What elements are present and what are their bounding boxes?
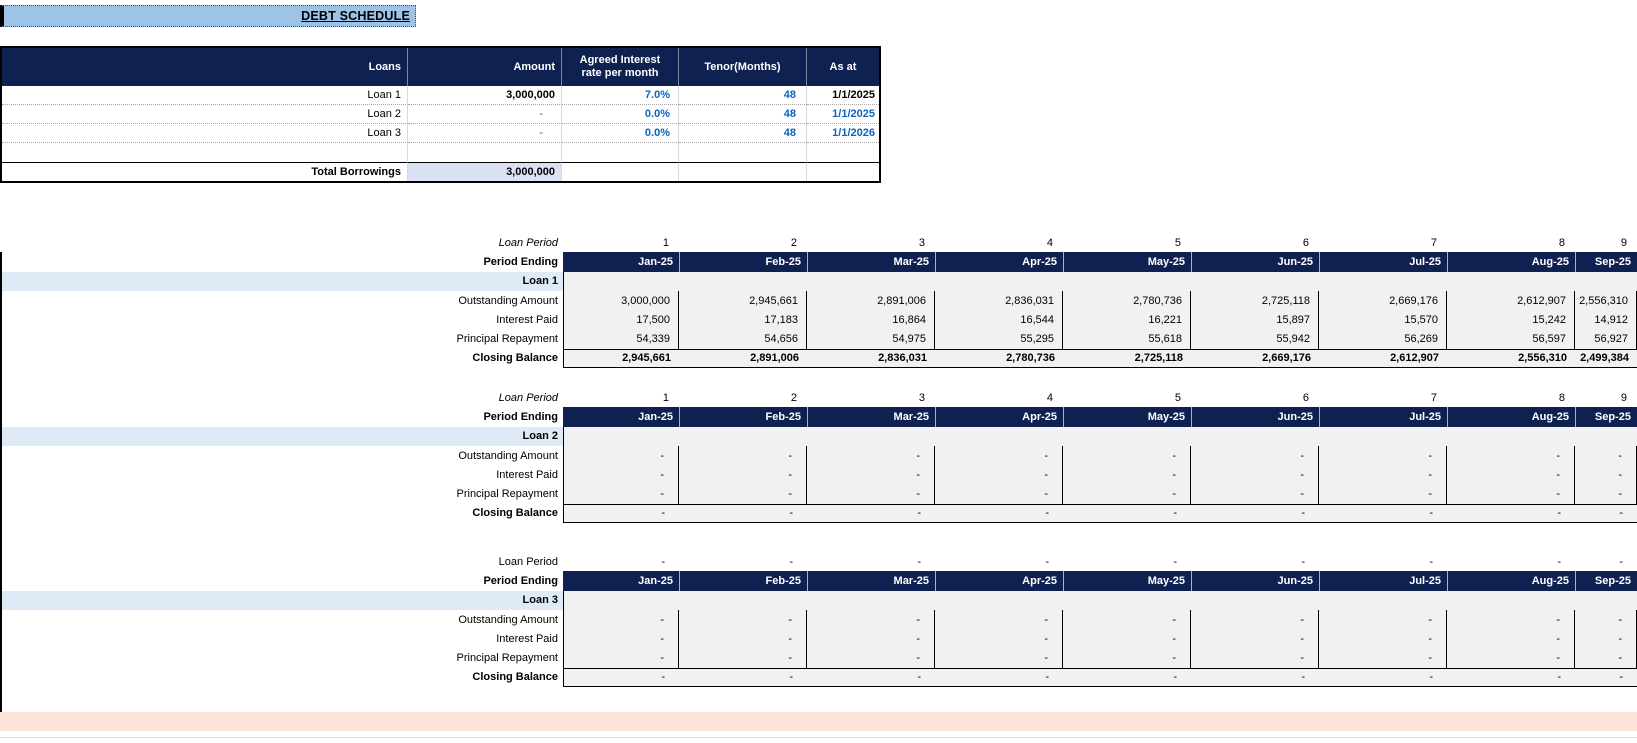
- month-header-cell: Apr-25: [935, 407, 1063, 426]
- loan-period-value: 9: [1575, 233, 1637, 252]
- loan3-tenor-cell[interactable]: 48: [679, 124, 807, 143]
- closing-balance-cell: -: [563, 668, 679, 687]
- empty-schedule-cell: [1319, 591, 1447, 610]
- schedule-value-cell: 17,500: [563, 310, 679, 329]
- loan-period-value: 5: [1063, 388, 1191, 407]
- empty-schedule-cell: [807, 591, 935, 610]
- schedule-value-cell: -: [563, 629, 679, 648]
- loan2-tenor-cell[interactable]: 48: [679, 105, 807, 124]
- empty-schedule-cell: [935, 427, 1063, 446]
- loan-period-value: 8: [1447, 388, 1575, 407]
- spacer-cell: [679, 143, 807, 162]
- spacer-cell: [807, 143, 879, 162]
- total-borrowings-value: 3,000,000: [408, 162, 562, 181]
- closing-balance-cell: -: [1575, 504, 1637, 523]
- loan-period-value: 6: [1191, 388, 1319, 407]
- schedule-value-cell: -: [1447, 446, 1575, 465]
- schedule-row-label: Principal Repayment: [0, 329, 563, 348]
- loan-period-value: -: [1575, 552, 1637, 571]
- schedule-value-cell: 56,597: [1447, 329, 1575, 348]
- empty-schedule-cell: [679, 427, 807, 446]
- loan-period-value: 4: [935, 233, 1063, 252]
- schedule-value-cell: 54,975: [807, 329, 935, 348]
- schedule-value-cell: -: [935, 484, 1063, 503]
- spacer-cell: [562, 143, 679, 162]
- schedule-value-cell: -: [1063, 610, 1191, 629]
- month-header-cell: Aug-25: [1447, 407, 1575, 426]
- empty-schedule-cell: [563, 272, 679, 291]
- schedule-value-cell: -: [1575, 610, 1637, 629]
- loans-summary-table: [0, 46, 881, 183]
- schedule-value-cell: -: [1319, 648, 1447, 667]
- closing-balance-cell: 2,499,384: [1575, 349, 1637, 368]
- schedule-value-cell: -: [563, 610, 679, 629]
- spacer-cell: [408, 143, 562, 162]
- schedule-value-cell: -: [935, 629, 1063, 648]
- peach-highlight-band: [0, 712, 1637, 731]
- schedule-value-cell: -: [679, 446, 807, 465]
- schedule-value-cell: 16,864: [807, 310, 935, 329]
- loan2-amount-cell[interactable]: -: [408, 105, 562, 124]
- month-header-cell: Aug-25: [1447, 252, 1575, 271]
- schedule-value-cell: -: [1063, 465, 1191, 484]
- schedule-row-label: Principal Repayment: [0, 484, 563, 503]
- closing-balance-cell: -: [807, 668, 935, 687]
- loan2-schedule-table: [0, 388, 1637, 523]
- schedule-value-cell: -: [1063, 446, 1191, 465]
- col-header-amount: Amount: [408, 48, 562, 86]
- loan1-name-cell: Loan 1: [2, 86, 408, 105]
- schedule-value-cell: 55,618: [1063, 329, 1191, 348]
- schedule-value-cell: -: [1447, 484, 1575, 503]
- schedule-value-cell: -: [1191, 610, 1319, 629]
- schedule-value-cell: -: [1447, 629, 1575, 648]
- schedule-value-cell: -: [679, 465, 807, 484]
- month-header-cell: Mar-25: [807, 252, 935, 271]
- loan-period-value: -: [1447, 552, 1575, 571]
- empty-schedule-cell: [679, 591, 807, 610]
- period-ending-label: Period Ending: [0, 252, 563, 271]
- closing-balance-cell: -: [807, 504, 935, 523]
- closing-balance-cell: 2,780,736: [935, 349, 1063, 368]
- schedule-value-cell: -: [1191, 629, 1319, 648]
- sheet-title: DEBT SCHEDULE: [301, 9, 410, 23]
- loan3-rate-cell[interactable]: 0.0%: [562, 124, 679, 143]
- schedule-value-cell: -: [935, 610, 1063, 629]
- loan2-name-cell: Loan 2: [2, 105, 408, 124]
- month-header-cell: May-25: [1063, 407, 1191, 426]
- schedule-value-cell: -: [935, 465, 1063, 484]
- schedule-row-label: Interest Paid: [0, 629, 563, 648]
- schedule-value-cell: -: [1447, 648, 1575, 667]
- closing-balance-cell: -: [1319, 504, 1447, 523]
- month-header-cell: Jun-25: [1191, 252, 1319, 271]
- month-header-cell: Sep-25: [1575, 571, 1637, 590]
- schedule-value-cell: 2,612,907: [1447, 291, 1575, 310]
- schedule-row-label: Interest Paid: [0, 465, 563, 484]
- schedule-value-cell: -: [807, 465, 935, 484]
- schedule-value-cell: -: [679, 648, 807, 667]
- sheet-left-border: [0, 252, 2, 712]
- empty-schedule-cell: [563, 427, 679, 446]
- schedule-value-cell: 15,897: [1191, 310, 1319, 329]
- month-header-cell: Apr-25: [935, 252, 1063, 271]
- empty-schedule-cell: [807, 427, 935, 446]
- schedule-value-cell: -: [1319, 484, 1447, 503]
- schedule-value-cell: -: [1575, 648, 1637, 667]
- period-ending-label: Period Ending: [0, 407, 563, 426]
- empty-schedule-cell: [935, 272, 1063, 291]
- month-header-cell: Feb-25: [679, 571, 807, 590]
- schedule-row-label: Outstanding Amount: [0, 446, 563, 465]
- schedule-value-cell: 15,570: [1319, 310, 1447, 329]
- empty-schedule-cell: [679, 272, 807, 291]
- spacer-cell: [2, 143, 408, 162]
- empty-schedule-cell: [935, 591, 1063, 610]
- loan-period-label: Loan Period: [0, 552, 563, 571]
- schedule-value-cell: -: [1191, 648, 1319, 667]
- total-borrowings-label: Total Borrowings: [2, 162, 408, 181]
- schedule-value-cell: -: [1191, 484, 1319, 503]
- schedule-value-cell: -: [1063, 484, 1191, 503]
- sheet-title-band: [0, 5, 416, 27]
- closing-balance-label: Closing Balance: [0, 504, 563, 523]
- loan-period-value: -: [807, 552, 935, 571]
- month-header-cell: Feb-25: [679, 252, 807, 271]
- schedule-value-cell: -: [563, 484, 679, 503]
- loan-period-value: 2: [679, 233, 807, 252]
- loan-period-value: 3: [807, 233, 935, 252]
- schedule-value-cell: -: [1575, 629, 1637, 648]
- schedule-value-cell: 16,221: [1063, 310, 1191, 329]
- month-header-cell: Mar-25: [807, 571, 935, 590]
- loan-period-value: 7: [1319, 233, 1447, 252]
- schedule-value-cell: -: [1319, 446, 1447, 465]
- month-header-cell: Feb-25: [679, 407, 807, 426]
- loan-name-label: Loan 3: [0, 591, 563, 610]
- loan-period-value: 5: [1063, 233, 1191, 252]
- schedule-value-cell: -: [1063, 629, 1191, 648]
- month-header-cell: Jul-25: [1319, 407, 1447, 426]
- period-ending-label: Period Ending: [0, 571, 563, 590]
- loan-period-label: Loan Period: [0, 233, 563, 252]
- schedule-value-cell: -: [563, 648, 679, 667]
- schedule-value-cell: -: [935, 446, 1063, 465]
- loan-period-value: -: [563, 552, 679, 571]
- schedule-value-cell: 2,725,118: [1191, 291, 1319, 310]
- month-header-cell: May-25: [1063, 571, 1191, 590]
- schedule-value-cell: 2,780,736: [1063, 291, 1191, 310]
- loan-period-value: 6: [1191, 233, 1319, 252]
- schedule-value-cell: -: [1191, 446, 1319, 465]
- schedule-row-label: Outstanding Amount: [0, 610, 563, 629]
- schedule-value-cell: -: [1447, 465, 1575, 484]
- month-header-cell: Jan-25: [563, 407, 679, 426]
- loan1-schedule-table: [0, 233, 1637, 368]
- closing-balance-cell: -: [679, 668, 807, 687]
- loan1-tenor-cell[interactable]: 48: [679, 86, 807, 105]
- month-header-cell: Jul-25: [1319, 252, 1447, 271]
- schedule-row-label: Interest Paid: [0, 310, 563, 329]
- loan-period-value: 9: [1575, 388, 1637, 407]
- schedule-value-cell: 54,339: [563, 329, 679, 348]
- closing-balance-label: Closing Balance: [0, 668, 563, 687]
- schedule-value-cell: 2,891,006: [807, 291, 935, 310]
- schedule-value-cell: 16,544: [935, 310, 1063, 329]
- schedule-value-cell: 14,912: [1575, 310, 1637, 329]
- schedule-value-cell: -: [1575, 446, 1637, 465]
- closing-balance-cell: -: [935, 668, 1063, 687]
- schedule-value-cell: -: [563, 465, 679, 484]
- empty-schedule-cell: [1575, 427, 1637, 446]
- loan-name-label: Loan 2: [0, 427, 563, 446]
- loan-period-value: 1: [563, 388, 679, 407]
- schedule-value-cell: -: [807, 648, 935, 667]
- schedule-value-cell: -: [563, 446, 679, 465]
- loan3-schedule-table: [0, 552, 1637, 687]
- schedule-value-cell: 55,942: [1191, 329, 1319, 348]
- col-header-loans: Loans: [2, 48, 408, 86]
- closing-balance-label: Closing Balance: [0, 349, 563, 368]
- loan-period-value: -: [1191, 552, 1319, 571]
- loan2-rate-cell[interactable]: 0.0%: [562, 105, 679, 124]
- closing-balance-cell: -: [1063, 668, 1191, 687]
- closing-balance-cell: 2,556,310: [1447, 349, 1575, 368]
- schedule-row-label: Principal Repayment: [0, 648, 563, 667]
- empty-schedule-cell: [1063, 272, 1191, 291]
- schedule-value-cell: -: [1575, 465, 1637, 484]
- loan-period-value: 7: [1319, 388, 1447, 407]
- schedule-value-cell: -: [679, 629, 807, 648]
- schedule-value-cell: -: [807, 484, 935, 503]
- loan-period-value: -: [679, 552, 807, 571]
- schedule-value-cell: 54,656: [679, 329, 807, 348]
- schedule-value-cell: 2,556,310: [1575, 291, 1637, 310]
- empty-schedule-cell: [1191, 591, 1319, 610]
- empty-schedule-cell: [1191, 272, 1319, 291]
- schedule-value-cell: -: [1447, 610, 1575, 629]
- empty-schedule-cell: [1575, 591, 1637, 610]
- month-header-cell: Jun-25: [1191, 407, 1319, 426]
- month-header-cell: May-25: [1063, 252, 1191, 271]
- schedule-value-cell: -: [935, 648, 1063, 667]
- loan-name-label: Loan 1: [0, 272, 563, 291]
- closing-balance-cell: -: [1191, 504, 1319, 523]
- empty-schedule-cell: [1447, 272, 1575, 291]
- schedule-value-cell: 15,242: [1447, 310, 1575, 329]
- month-header-cell: Aug-25: [1447, 571, 1575, 590]
- loan-period-value: -: [1063, 552, 1191, 571]
- loan-period-value: 8: [1447, 233, 1575, 252]
- month-header-cell: Jun-25: [1191, 571, 1319, 590]
- empty-schedule-cell: [1319, 427, 1447, 446]
- loan2-as-at-cell[interactable]: 1/1/2025: [807, 105, 879, 124]
- schedule-value-cell: -: [807, 610, 935, 629]
- empty-total-cell: [679, 162, 807, 181]
- loan-period-value: -: [935, 552, 1063, 571]
- closing-balance-cell: 2,725,118: [1063, 349, 1191, 368]
- schedule-value-cell: -: [679, 610, 807, 629]
- closing-balance-cell: 2,891,006: [679, 349, 807, 368]
- month-header-cell: Mar-25: [807, 407, 935, 426]
- schedule-value-cell: 3,000,000: [563, 291, 679, 310]
- closing-balance-cell: 2,612,907: [1319, 349, 1447, 368]
- loan1-rate-cell[interactable]: 7.0%: [562, 86, 679, 105]
- schedule-value-cell: -: [679, 484, 807, 503]
- closing-balance-cell: -: [679, 504, 807, 523]
- loan-period-value: 1: [563, 233, 679, 252]
- month-header-cell: Sep-25: [1575, 407, 1637, 426]
- empty-total-cell: [562, 162, 679, 181]
- empty-total-cell: [807, 162, 879, 181]
- closing-balance-cell: -: [1447, 668, 1575, 687]
- empty-schedule-cell: [1319, 272, 1447, 291]
- schedule-value-cell: -: [1575, 484, 1637, 503]
- loan-period-value: -: [1319, 552, 1447, 571]
- closing-balance-cell: -: [1447, 504, 1575, 523]
- month-header-cell: Jul-25: [1319, 571, 1447, 590]
- empty-schedule-cell: [807, 272, 935, 291]
- schedule-value-cell: -: [1319, 465, 1447, 484]
- closing-balance-cell: -: [1319, 668, 1447, 687]
- schedule-value-cell: 2,836,031: [935, 291, 1063, 310]
- empty-schedule-cell: [563, 591, 679, 610]
- loan-period-label: Loan Period: [0, 388, 563, 407]
- empty-schedule-cell: [1191, 427, 1319, 446]
- closing-balance-cell: -: [1191, 668, 1319, 687]
- closing-balance-cell: 2,836,031: [807, 349, 935, 368]
- schedule-row-label: Outstanding Amount: [0, 291, 563, 310]
- schedule-value-cell: -: [1319, 610, 1447, 629]
- schedule-value-cell: 2,669,176: [1319, 291, 1447, 310]
- closing-balance-cell: -: [935, 504, 1063, 523]
- col-header-as-at: As at: [807, 48, 879, 86]
- empty-schedule-cell: [1575, 272, 1637, 291]
- schedule-value-cell: -: [1319, 629, 1447, 648]
- closing-balance-cell: 2,669,176: [1191, 349, 1319, 368]
- schedule-value-cell: 56,927: [1575, 329, 1637, 348]
- empty-schedule-cell: [1447, 591, 1575, 610]
- month-header-cell: Sep-25: [1575, 252, 1637, 271]
- month-header-cell: Apr-25: [935, 571, 1063, 590]
- loan-period-value: 4: [935, 388, 1063, 407]
- empty-schedule-cell: [1447, 427, 1575, 446]
- loan1-amount-cell[interactable]: 3,000,000: [408, 86, 562, 105]
- closing-balance-cell: 2,945,661: [563, 349, 679, 368]
- month-header-cell: Jan-25: [563, 571, 679, 590]
- closing-balance-cell: -: [1063, 504, 1191, 523]
- closing-balance-cell: -: [1575, 668, 1637, 687]
- loan3-amount-cell[interactable]: -: [408, 124, 562, 143]
- schedule-value-cell: -: [807, 446, 935, 465]
- schedule-value-cell: 56,269: [1319, 329, 1447, 348]
- schedule-value-cell: -: [1063, 648, 1191, 667]
- loan1-as-at-cell[interactable]: 1/1/2025: [807, 86, 879, 105]
- loan-period-value: 3: [807, 388, 935, 407]
- empty-schedule-cell: [1063, 427, 1191, 446]
- loan3-name-cell: Loan 3: [2, 124, 408, 143]
- closing-balance-cell: -: [563, 504, 679, 523]
- col-header-rate: Agreed Interest rate per month: [562, 48, 679, 86]
- schedule-value-cell: -: [1191, 465, 1319, 484]
- loan3-as-at-cell[interactable]: 1/1/2026: [807, 124, 879, 143]
- schedule-value-cell: 17,183: [679, 310, 807, 329]
- schedule-value-cell: -: [807, 629, 935, 648]
- month-header-cell: Jan-25: [563, 252, 679, 271]
- schedule-value-cell: 55,295: [935, 329, 1063, 348]
- empty-schedule-cell: [1063, 591, 1191, 610]
- schedule-value-cell: 2,945,661: [679, 291, 807, 310]
- col-header-tenor: Tenor(Months): [679, 48, 807, 86]
- bottom-gridline: [0, 737, 1637, 738]
- loan-period-value: 2: [679, 388, 807, 407]
